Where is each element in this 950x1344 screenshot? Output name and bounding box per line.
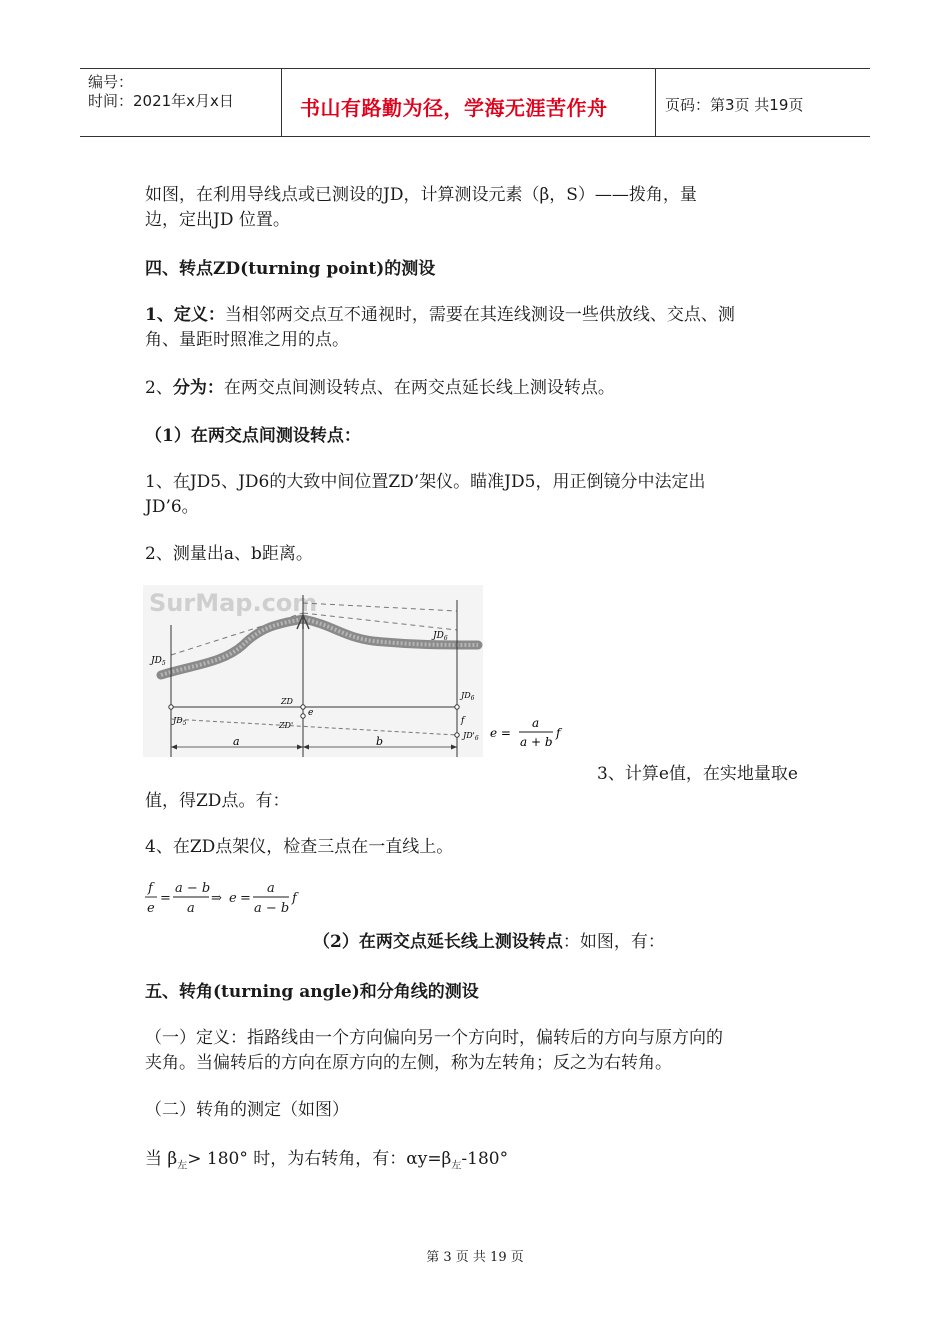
- label-a: a: [233, 735, 240, 748]
- condition-sub-2: 左: [451, 1160, 462, 1172]
- definition-line-1: [145, 303, 810, 328]
- point-jd6p: [455, 733, 459, 737]
- condition-part-a: 当 β: [145, 1149, 178, 1169]
- formula-a2: a: [267, 881, 275, 896]
- subheading-2: （2）在两交点延长线上测设转点: [313, 932, 563, 952]
- step-2: 2、测量出a、b距离。: [145, 544, 313, 564]
- formula-a: a: [187, 901, 195, 916]
- division-line: [145, 376, 810, 401]
- formula-ratio: [145, 877, 315, 925]
- header-divider-left: [281, 68, 282, 136]
- step-3-line-2: 值，得ZD点。有：: [145, 791, 290, 811]
- formula-implies: ⇒: [211, 891, 222, 906]
- definition-line-2: 角、量距时照准之用的点。: [145, 330, 349, 350]
- subheading-1: （1）在两交点间测设转点：: [145, 426, 361, 446]
- formula-e-den: a + b: [520, 735, 553, 749]
- label-b: b: [376, 735, 384, 748]
- condition-part-b: > 180° 时，为右转角，有：αy=β: [187, 1149, 452, 1169]
- point-jd6: [455, 705, 459, 709]
- step-4: 4、在ZD点架仪，检查三点在一直线上。: [145, 837, 454, 857]
- formula-e-f: f: [556, 726, 561, 740]
- division-label: 分为：: [172, 378, 224, 398]
- formula-e-lhs: e =: [490, 726, 511, 740]
- formula-f: f: [148, 881, 153, 896]
- division-number: 2、: [145, 378, 173, 398]
- figure-watermark: SurMap.com: [149, 589, 318, 617]
- section-heading-5: 五、转角(turning angle)和分角线的测设: [145, 982, 479, 1002]
- definition-2-line-1: （一）定义：指路线由一个方向偏向另一个方向时，偏转后的方向与原方向的: [145, 1028, 723, 1048]
- label-f: f: [461, 716, 465, 726]
- label-zd: ZD: [281, 697, 293, 706]
- header-page-label: 页码：第3页 共19页: [665, 96, 804, 114]
- division-text: 在两交点间测设转点、在两交点延长线上测设转点。: [223, 378, 615, 398]
- section-heading-4: 四、转点ZD(turning point)的测设: [145, 259, 436, 279]
- page-footer: 第 3 页 共 19 页: [426, 1250, 524, 1265]
- header-motto: 书山有路勤为径，学海无涯苦作舟: [300, 96, 608, 120]
- header-bottom-rule: [80, 136, 870, 137]
- measurement-heading: （二）转角的测定（如图）: [145, 1100, 349, 1120]
- header-divider-right: [655, 68, 656, 136]
- definition-text: 当相邻两交点互不通视时，需要在其连线测设一些供放线、交点、测: [224, 305, 735, 325]
- formula-amb: a − b: [175, 881, 211, 896]
- formula-eq-1: =: [160, 891, 171, 906]
- turning-point-figure: [143, 585, 575, 757]
- point-zdp: [301, 714, 305, 718]
- step-1-line-2: JD’6。: [145, 497, 199, 517]
- formula-e: e: [147, 901, 155, 916]
- subheading-2-rest: ：如图，有：: [562, 932, 665, 952]
- label-jd5: $JD_5$: [173, 716, 187, 727]
- condition-sub-1: 左: [177, 1160, 188, 1172]
- doc-time-label: 时间：2021年x月x日: [88, 92, 234, 110]
- label-jd6-top: $JD_6$: [433, 631, 448, 642]
- step-1-line-1: 1、在JD5、JD6的大致中间位置ZD’架仪。瞄准JD5，用正倒镜分中法定出: [145, 472, 706, 492]
- formula-e-num: a: [532, 716, 540, 730]
- condition-part-c: -180°: [461, 1149, 509, 1169]
- formula-eq-2: =: [240, 891, 251, 906]
- header-top-rule: [80, 68, 870, 69]
- definition-prefix: 1、定义：: [145, 305, 225, 325]
- point-jd5: [169, 705, 173, 709]
- step-3-line-1: 3、计算e值，在实地量取e: [597, 764, 798, 784]
- turning-point-diagram: [143, 585, 575, 757]
- label-zdp: ZD': [279, 721, 294, 730]
- point-zd: [301, 705, 305, 709]
- para-1-line-1: 如图，在利用导线点或已测设的JD，计算测设元素（β，S）——拨角，量: [145, 185, 697, 205]
- formula-ratio-svg: [145, 877, 315, 921]
- label-jd6: $JD_6$: [461, 691, 475, 702]
- formula-e2: e: [229, 891, 237, 906]
- formula-den2: a − b: [254, 901, 290, 916]
- definition-2-line-2: 夹角。当偏转后的方向在原方向的左侧，称为左转角；反之为右转角。: [145, 1053, 672, 1073]
- formula-fvar: f: [292, 891, 297, 906]
- para-1-line-2: 边，定出JD 位置。: [145, 210, 290, 230]
- label-jd5-top: $JD_5$: [151, 656, 166, 667]
- label-e: e: [308, 708, 314, 718]
- label-jd6p: $JD'_6$: [463, 731, 479, 742]
- doc-id-label: 编号：: [88, 73, 134, 91]
- subheading-2-line: [313, 930, 713, 955]
- condition-line: [145, 1147, 810, 1178]
